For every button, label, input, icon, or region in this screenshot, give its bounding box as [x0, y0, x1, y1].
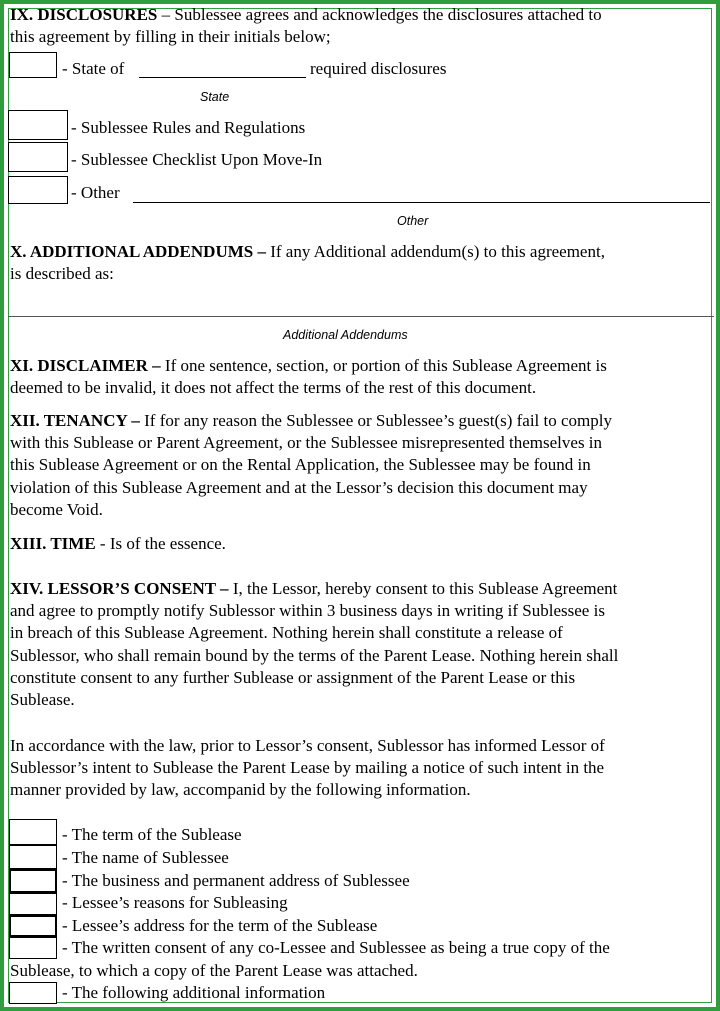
other-initials-box[interactable] [8, 176, 68, 204]
consent-line1: XIV. LESSOR’S CONSENT – I, the Lessor, hereby consent to this Sublease Agreement [10, 579, 618, 598]
consent-line6: Sublease. [10, 690, 75, 709]
consent-para2-line2: Sublessor’s intent to Sublease the Parent Lease by mailing a notice of such intent in the [10, 758, 605, 777]
addendums-line2: is described as: [10, 264, 114, 283]
written-consent-label-line2: Sublease, to which a copy of the Parent Lease was attached. [10, 961, 418, 980]
additional-initials-box[interactable] [9, 982, 57, 1004]
tenancy-line4: violation of this Sublease Agreement and at the Lessor’s decision this document may [10, 478, 588, 497]
rules-label: - Sublessee Rules and Regulations [71, 118, 306, 137]
addendums-caption: Additional Addendums [283, 328, 408, 342]
tenancy-line2: with this Sublease or Parent Agreement, or the Sublessee misrepresented themselves in [10, 433, 603, 452]
addendums-heading: X. ADDITIONAL ADDENDUMS – [10, 242, 266, 261]
disclosures-heading: IX. DISCLOSURES [10, 5, 158, 24]
time-heading: XIII. TIME [10, 534, 96, 553]
term-initials-box[interactable] [9, 819, 57, 845]
address-label: - The business and permanent address of Sublessee [62, 871, 410, 890]
addendums-input-line[interactable] [8, 316, 714, 317]
consent-line4: Sublessor, who shall remain bound by the terms of the Parent Lease. Nothing herein shall [10, 646, 619, 665]
disclaimer-line1: XI. DISCLAIMER – If one sentence, section, or portion of this Sublease Agreement is [10, 356, 607, 375]
additional-label: - The following additional information [62, 983, 326, 1002]
consent-line2: and agree to promptly notify Sublessor within 3 business days in writing if Sublessee is [10, 601, 605, 620]
other-label: - Other [71, 183, 120, 202]
written-consent-initials-box[interactable] [9, 937, 57, 959]
checklist-initials-box[interactable] [8, 142, 68, 172]
term-label: - The term of the Sublease [62, 825, 242, 844]
address-initials-box[interactable] [9, 869, 57, 893]
name-label: - The name of Sublessee [62, 848, 229, 867]
checklist-label: - Sublessee Checklist Upon Move-In [71, 150, 323, 169]
lessee-address-initials-box[interactable] [9, 915, 57, 937]
state-initials-box[interactable] [9, 52, 57, 78]
written-consent-label-line1: - The written consent of any co-Lessee and Sublessee as being a true copy of the [62, 938, 610, 957]
disclaimer-heading: XI. DISCLAIMER – [10, 356, 161, 375]
disclosures-intro-line1: IX. DISCLOSURES – Sublessee agrees and acknowledges the disclosures attached to [10, 5, 602, 24]
consent-line3: in breach of this Sublease Agreement. Nothing herein shall constitute a release of [10, 623, 563, 642]
other-caption: Other [397, 214, 429, 228]
name-initials-box[interactable] [9, 845, 57, 869]
disclaimer-line2: deemed to be invalid, it does not affect the terms of the rest of this document. [10, 378, 537, 397]
disclosures-intro-line2: this agreement by filling in their initials below; [10, 27, 331, 46]
other-input-line[interactable] [133, 202, 710, 203]
lessee-address-label: - Lessee’s address for the term of the Sublease [62, 916, 378, 935]
tenancy-line5: become Void. [10, 500, 103, 519]
rules-initials-box[interactable] [8, 110, 68, 140]
consent-heading: XIV. LESSOR’S CONSENT – [10, 579, 229, 598]
tenancy-heading: XII. TENANCY – [10, 411, 140, 430]
reasons-initials-box[interactable] [9, 893, 57, 915]
state-input-line[interactable] [139, 77, 306, 78]
tenancy-line3: this Sublease Agreement or on the Rental Application, the Sublessee may be found in [10, 455, 591, 474]
state-caption: State [200, 90, 230, 104]
addendums-line1: X. ADDITIONAL ADDENDUMS – If any Additional addendum(s) to this agreement, [10, 242, 605, 261]
consent-para2-line1: In accordance with the law, prior to Lessor’s consent, Sublessor has informed Lessor of [10, 736, 605, 755]
tenancy-line1: XII. TENANCY – If for any reason the Sublessee or Sublessee’s guest(s) fail to comply [10, 411, 612, 430]
state-label: - State of [62, 59, 125, 78]
reasons-label: - Lessee’s reasons for Subleasing [62, 893, 288, 912]
consent-line5: constitute consent to any further Sublease or assignment of the Parent Lease or this [10, 668, 576, 687]
consent-para2-line3: manner provided by law, accompanid by the following information. [10, 780, 471, 799]
time-line: XIII. TIME - Is of the essence. [10, 534, 226, 553]
state-required-label: required disclosures [310, 59, 447, 78]
